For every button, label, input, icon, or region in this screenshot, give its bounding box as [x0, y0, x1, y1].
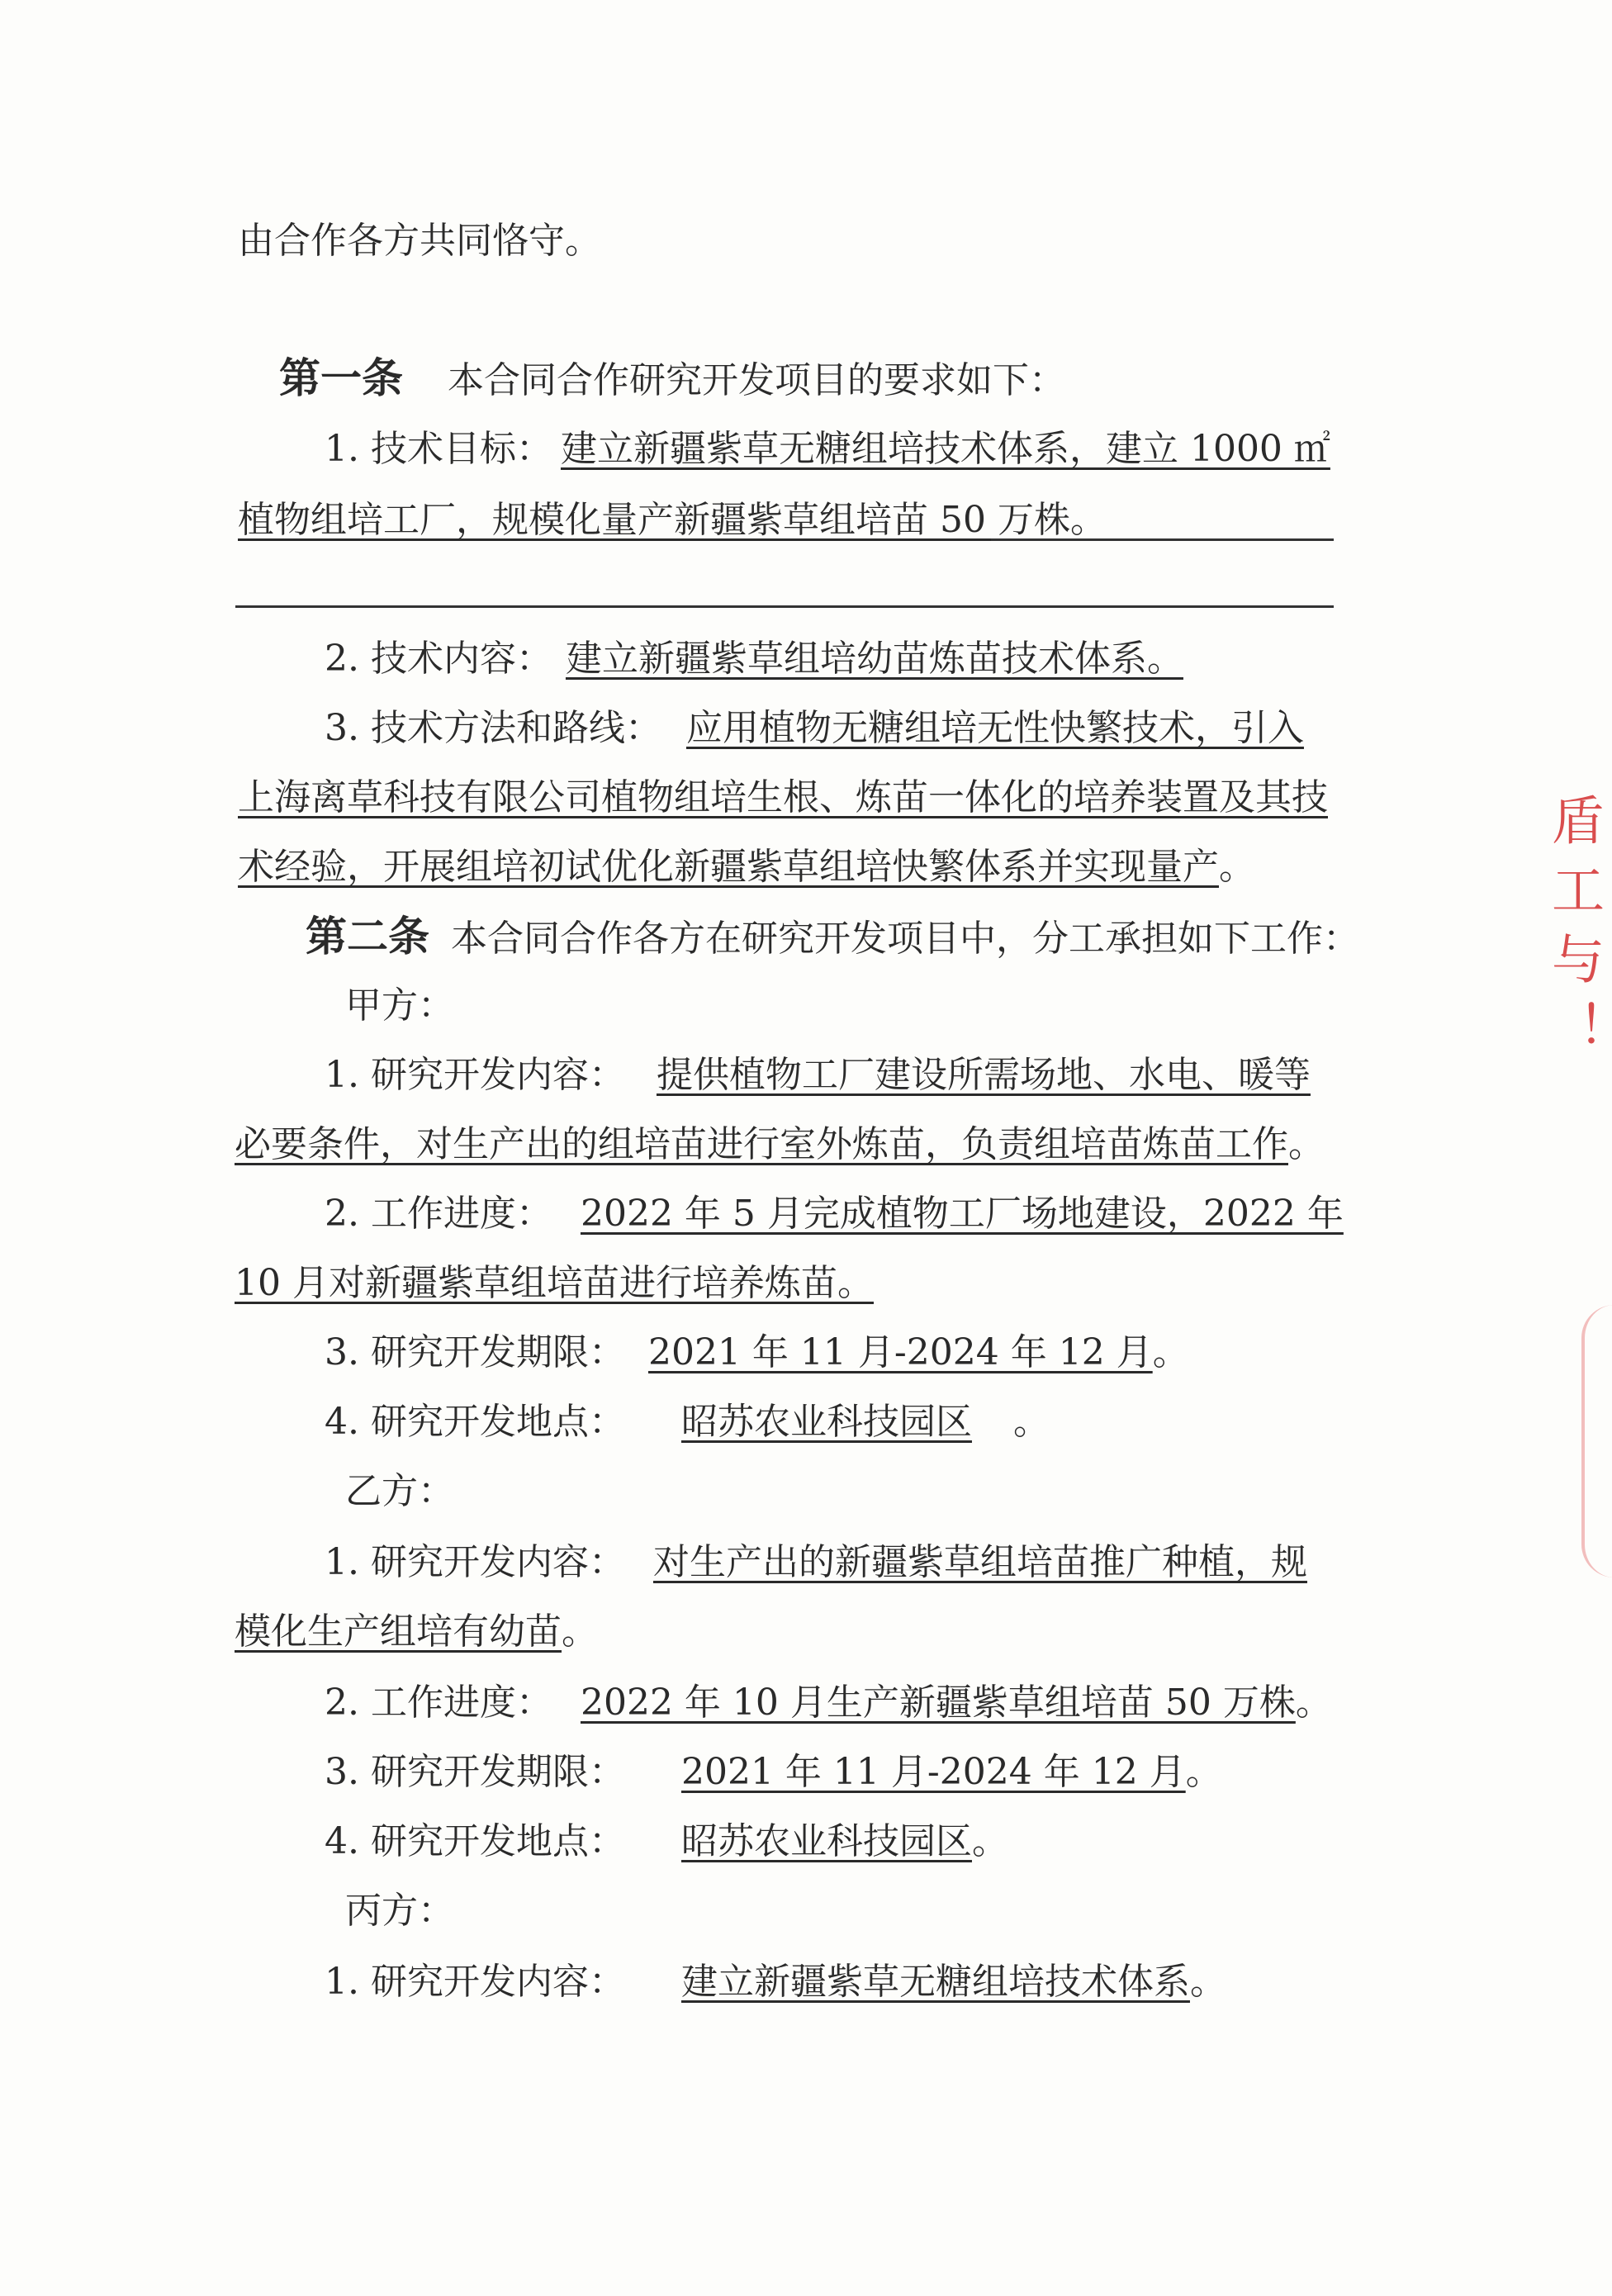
period: 。	[1189, 1961, 1226, 2003]
party-b-item-4	[325, 1817, 1008, 1867]
party-b-location-label: 4. 研究开发地点：	[325, 1820, 625, 1862]
tech-method-line-3: 术经验，开展组培初试优化新疆紫草组培快繁体系并实现量产	[238, 846, 1219, 888]
period: 。	[562, 1611, 598, 1653]
party-a-progress-label: 2. 工作进度：	[325, 1193, 552, 1235]
party-a-item-1	[325, 1051, 1311, 1100]
period: 。	[1152, 1331, 1189, 1373]
party-b-label: 乙方：	[345, 1470, 454, 1512]
party-a-rd-content-line-1: 提供植物工厂建设所需场地、水电、暖等	[656, 1054, 1311, 1096]
article-2-intro: 本合同合作各方在研究开发项目中，分工承担如下工作：	[451, 918, 1359, 960]
tech-content-label: 2. 技术内容：	[325, 638, 552, 680]
party-a-item-2	[325, 1189, 1344, 1239]
tech-method-item	[325, 704, 1304, 753]
party-a-rd-content-line-2: 必要条件，对生产出的组培苗进行室外炼苗，负责组培苗炼苗工作	[235, 1123, 1288, 1165]
party-a-progress-line-2: 10 月对新疆紫草组培苗进行培养炼苗。	[235, 1262, 874, 1304]
party-a-progress-line-1: 2022 年 5 月完成植物工厂场地建设，2022 年	[580, 1193, 1344, 1235]
faint-seal-fragment	[1581, 1305, 1612, 1577]
party-a-rd-content-label: 1. 研究开发内容：	[325, 1054, 625, 1096]
tech-content-text: 建立新疆紫草组培幼苗炼苗技术体系。	[565, 638, 1183, 680]
article-2-heading	[306, 912, 1359, 961]
tech-method-line-2: 上海离草科技有限公司植物组培生根、炼苗一体化的培养装置及其技	[238, 776, 1328, 818]
period: 。	[1295, 1682, 1332, 1724]
article-2-title: 第二条	[306, 912, 429, 961]
party-a-period-label: 3. 研究开发期限：	[325, 1331, 625, 1373]
party-b-location-text: 昭苏农业科技园区	[680, 1820, 972, 1862]
tech-content-item	[325, 634, 1183, 684]
tech-goal-label: 1. 技术目标：	[325, 428, 552, 470]
party-a-item-2-continued	[235, 1259, 874, 1308]
tech-goal-line-1: 建立新疆紫草无糖组培技术体系，建立 1000 ㎡	[560, 428, 1330, 470]
party-c-item-1	[325, 1957, 1226, 2007]
tech-method-continued-1	[238, 773, 1328, 823]
red-seal-fragment: 盾工与！	[1543, 793, 1604, 1070]
tech-method-continued-2	[238, 842, 1255, 892]
party-b-period-text: 2021 年 11 月-2024 年 12 月	[680, 1751, 1186, 1793]
party-b-item-3	[325, 1748, 1222, 1797]
opening-text: 由合作各方共同恪守。	[238, 220, 601, 262]
party-b-item-1	[325, 1538, 1307, 1587]
party-a-period-text: 2021 年 11 月-2024 年 12 月	[647, 1331, 1153, 1373]
party-b-progress-text: 2022 年 10 月生产新疆紫草组培苗 50 万株	[580, 1682, 1296, 1724]
party-a-label: 甲方：	[345, 984, 454, 1027]
party-b-rd-content-line-1: 对生产出的新疆紫草组培苗推广种植，规	[652, 1541, 1307, 1583]
party-b-period-label: 3. 研究开发期限：	[325, 1751, 625, 1793]
blank-fill-line	[235, 605, 1334, 608]
party-c-rd-content-label: 1. 研究开发内容：	[325, 1961, 625, 2003]
period: 。	[971, 1820, 1008, 1862]
article-1-heading	[279, 353, 1065, 403]
tech-method-line-1: 应用植物无糖组培无性快繁技术，引入	[685, 707, 1304, 749]
party-c-rd-content-text: 建立新疆紫草无糖组培技术体系	[680, 1961, 1190, 2003]
period: 。	[1219, 846, 1255, 888]
article-1-title: 第一条	[279, 353, 403, 402]
tech-goal-continued	[238, 496, 1107, 545]
party-a-item-3	[325, 1328, 1189, 1378]
period: 。	[1288, 1123, 1325, 1165]
party-b-rd-content-line-2: 模化生产组培有幼苗	[235, 1611, 562, 1653]
party-b-progress-label: 2. 工作进度：	[325, 1682, 552, 1724]
party-b-item-1-continued	[235, 1607, 598, 1657]
party-a-location-text: 昭苏农业科技园区	[680, 1401, 972, 1443]
tech-goal-line-2: 植物组培工厂，规模化量产新疆紫草组培苗 50 万株。	[238, 499, 1107, 541]
party-a-location-label: 4. 研究开发地点：	[325, 1401, 625, 1443]
period: 。	[1012, 1401, 1050, 1443]
tech-goal-fill-line	[991, 538, 1334, 541]
party-b-item-2	[325, 1678, 1332, 1728]
tech-method-label: 3. 技术方法和路线：	[325, 707, 661, 749]
party-a-item-1-continued	[235, 1120, 1325, 1169]
party-a-item-4	[325, 1397, 1050, 1447]
party-b-rd-content-label: 1. 研究开发内容：	[325, 1541, 625, 1583]
article-1-intro: 本合同合作研究开发项目的要求如下：	[448, 359, 1065, 401]
tech-goal-item	[325, 425, 1330, 474]
period: 。	[1185, 1751, 1222, 1793]
party-c-label: 丙方：	[345, 1890, 454, 1932]
